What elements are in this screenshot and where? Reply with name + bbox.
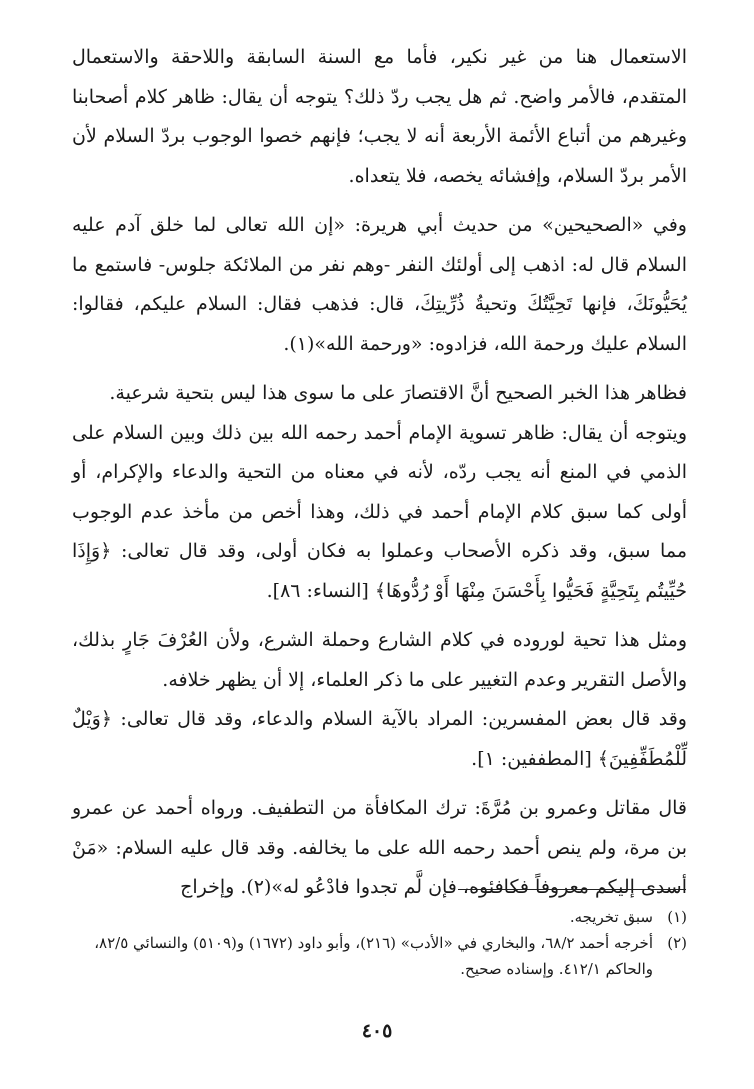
- footnote-divider: [458, 889, 686, 890]
- page-number: ٤٠٥: [361, 1020, 393, 1042]
- paragraph-2: وفي «الصحيحين» من حديث أبي هريرة: «إن الله تعالى لما خلق آدم عليه السلام قال له: اذهب إلى أولئك النفر -وهم نفر من الملائكة جلوس- فاستمع ما يُحَيُّونَكَ، فإنها تَحِيَّتُكَ وتحيةُ ذُرِّيتِكَ، قال: فذهب فقال: السلام عليكم، فقالوا: السلام عليك ورحمة الله، فزادوه: «ورحمة الله»(١).: [72, 214, 687, 355]
- paragraph-4: ويتوجه أن يقال: ظاهر تسوية الإمام أحمد رحمه الله بين ذلك وبين السلام على الذمي في المنع أنه يجب ردّه، لأنه في معناه من التحية والدعاء والإكرام، أو أولى كما سبق كلام الإمام أحمد في ذلك، وهذا أخص من مأخذ عدم الوجوب مما سبق، وقد ذكره الأصحاب وعملوا به فكان أولى، وقد قال تعالى: ﴿وَإِذَا حُيِّيتُم بِتَحِيَّةٍ فَحَيُّوا بِأَحْسَنَ مِنْهَا أَوْ رُدُّوهَا﴾ [النساء: ٨٦].: [72, 421, 687, 602]
- paragraph-7: قال مقاتل وعمرو بن مُرَّةَ: ترك المكافأة من التطفيف. ورواه أحمد عن عمرو بن مرة، ولم ينص أحمد رحمه الله على ما يخالفه. وقد قال عليه السلام: «مَنْ أسدى إليكم معروفاً فكافئوه، فإن لَّم تجدوا فادْعُو له»(٢). وإخراج: [72, 797, 687, 898]
- footnote-text: سبق تخريجه.: [569, 908, 653, 926]
- footnote-number: (٢): [667, 934, 687, 952]
- paragraph-5: ومثل هذا تحية لوروده في كلام الشارع وحملة الشرع، ولأن العُرْفَ جَارٍ بذلك، والأصل التقرير وعدم التغيير على ما ذكر العلماء، إلا أن يظهر خلافه.: [72, 629, 687, 691]
- paragraph-3: فظاهر هذا الخبر الصحيح أنَّ الاقتصارَ على ما سوى هذا ليس بتحية شرعية.: [109, 382, 687, 404]
- paragraph-1: الاستعمال هنا من غير نكير، فأما مع السنة السابقة واللاحقة والاستعمال المتقدم، فالأمر واضح. ثم هل يجب ردّ ذلك؟ يتوجه أن يقال: ظاهر كلام أصحابنا وغيرهم من أتباع الأئمة الأربعة أنه لا يجب؛ فإنهم خصوا الوجوب بردّ السلام لأن الأمر بردّ السلام، وإفشائه يخصه، فلا يتعداه.: [72, 46, 687, 187]
- footnote-text: أخرجه أحمد ٦٨/٢، والبخاري في «الأدب» (٢١٦)، وأبو داود (١٦٧٢) و(٥١٠٩) والنسائي ٨٢/٥، والحاكم ٤١٢/١. وإسناده صحيح.: [94, 934, 653, 978]
- paragraph-6: وقد قال بعض المفسرين: المراد بالآية السلام والدعاء، وقد قال تعالى: ﴿وَيْلٌ لِّلْمُطَفِّفِينَ﴾ [المطففين: ١].: [72, 708, 687, 770]
- footnote-number: (١): [667, 908, 687, 926]
- footnote-1: [72, 904, 687, 930]
- footnote-2: [72, 930, 687, 982]
- footnotes: [72, 904, 687, 982]
- main-text: [72, 38, 687, 908]
